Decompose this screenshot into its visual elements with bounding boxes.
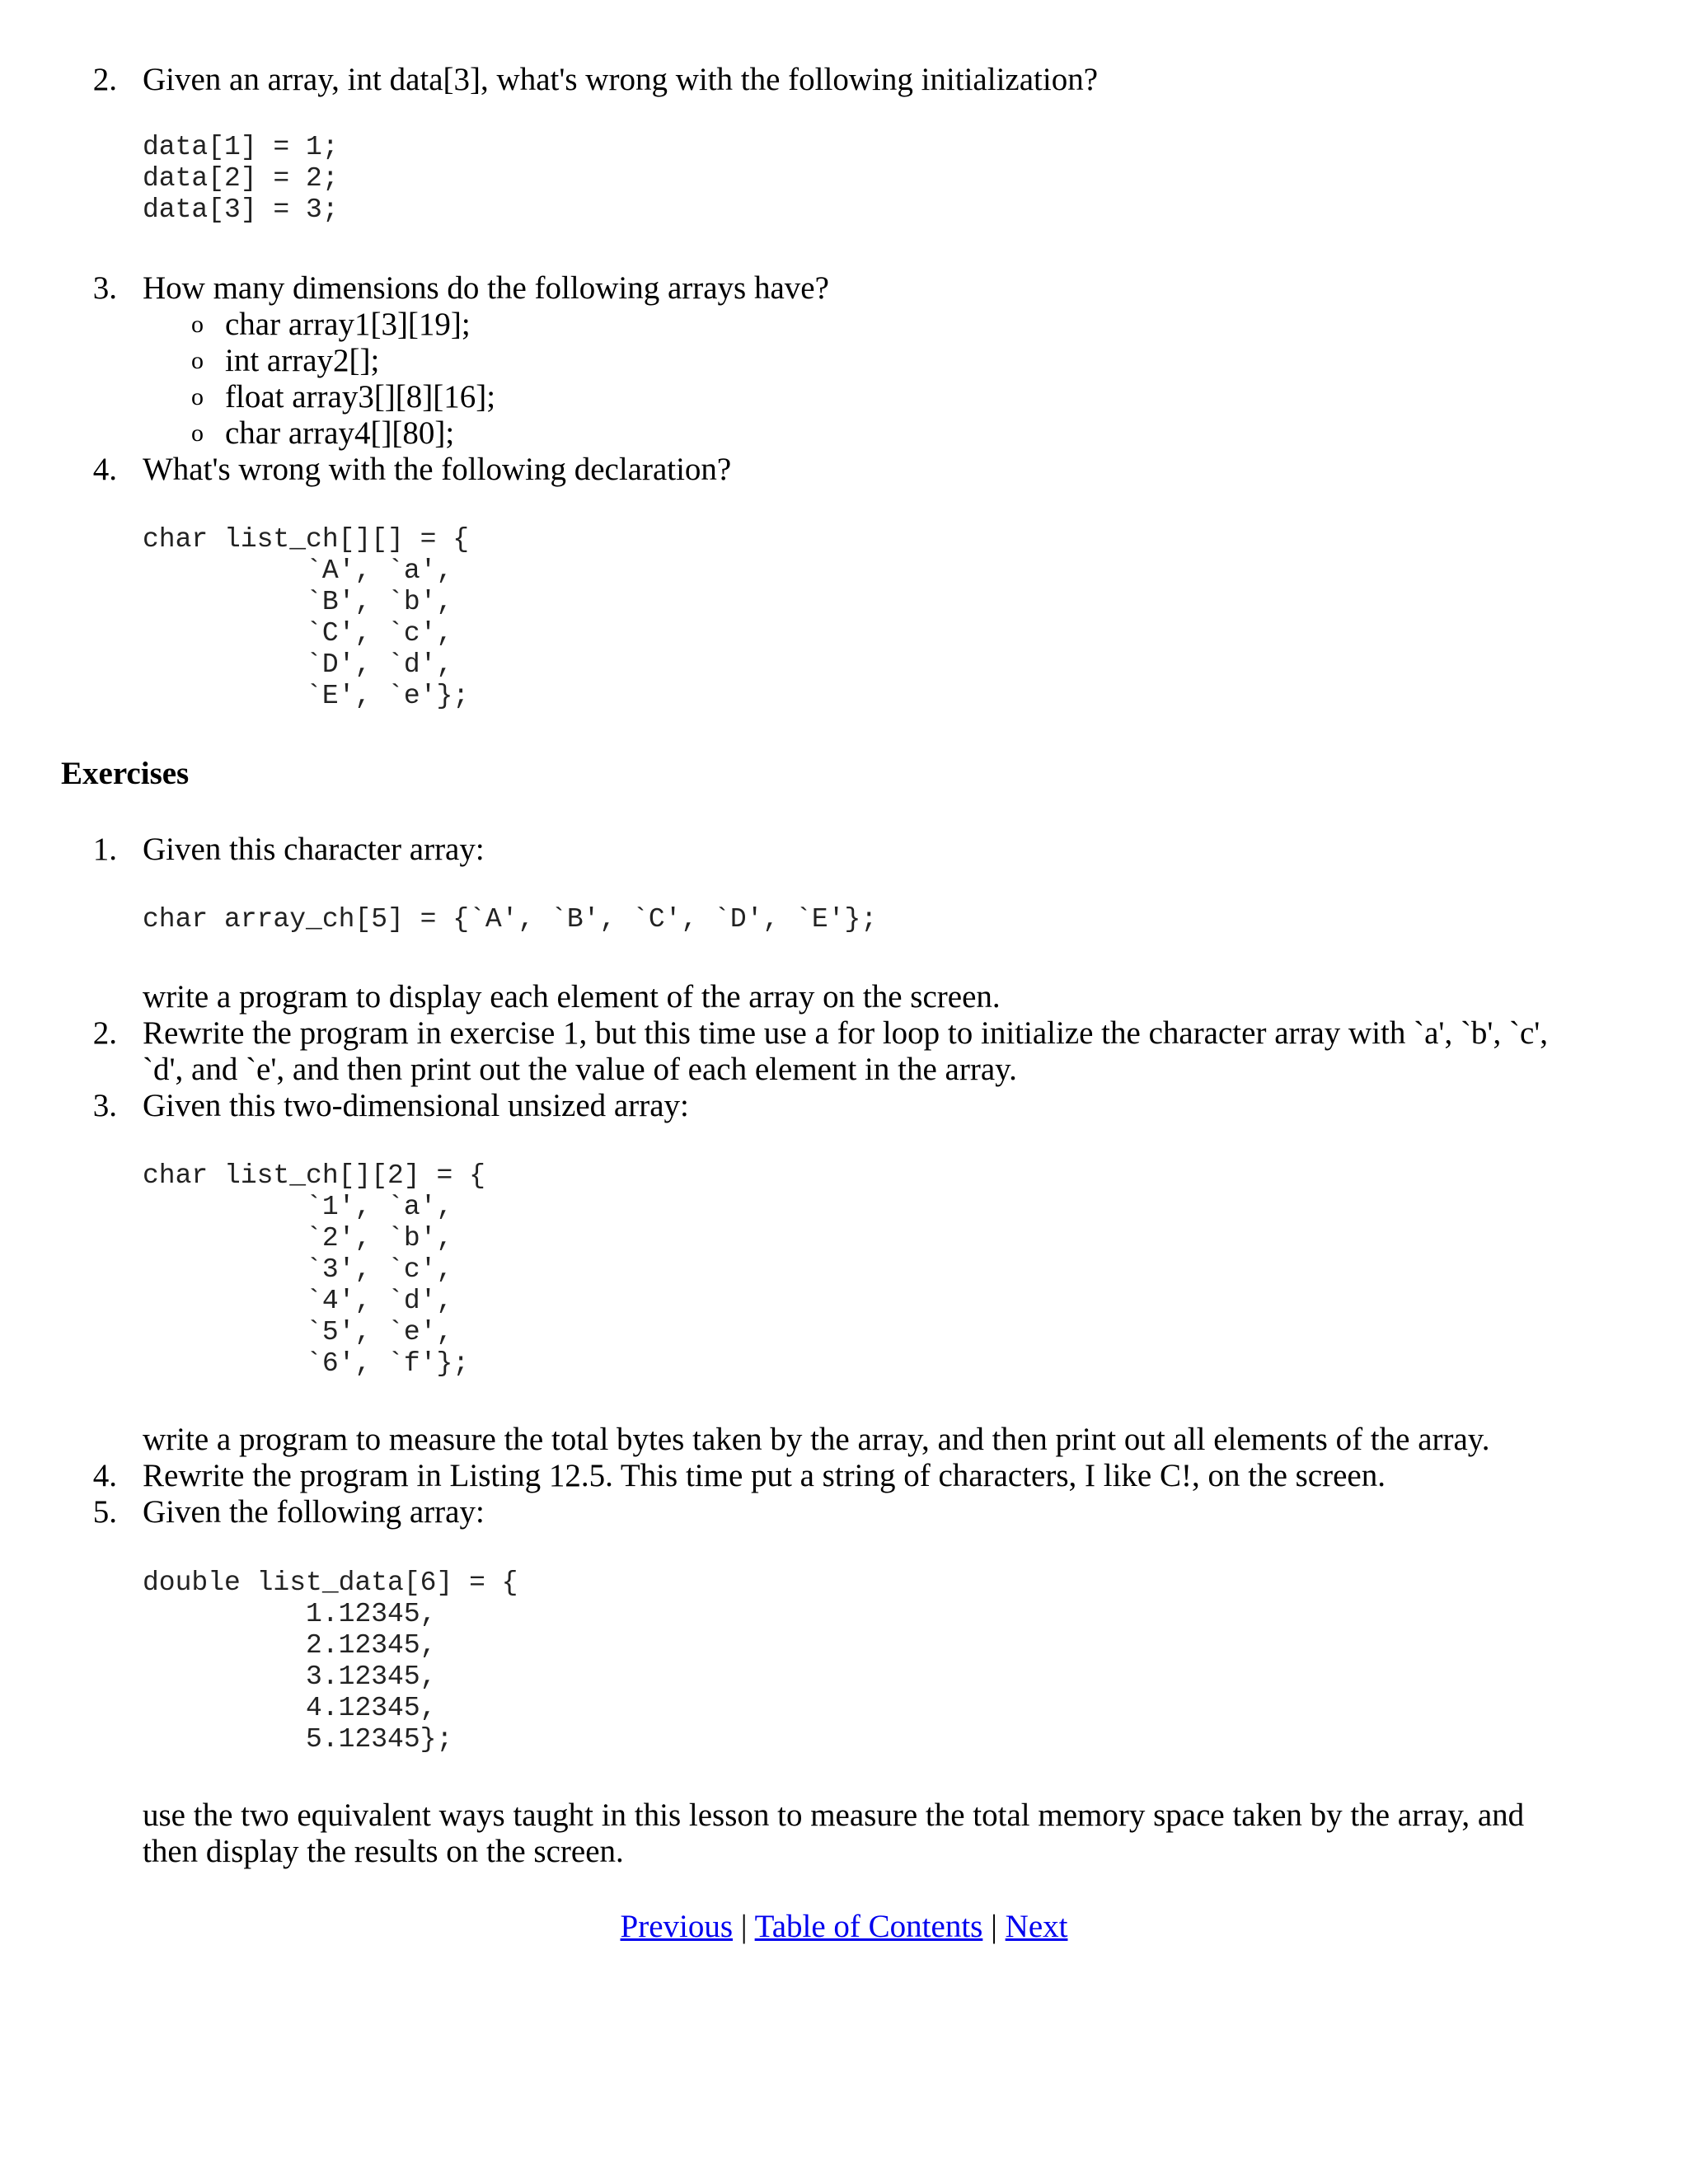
table-of-contents-link[interactable]: Table of Contents <box>754 1909 983 1944</box>
exercise-text: write a program to measure the total bytes taken by the array, and then print out all elements of the array. <box>143 1422 1490 1457</box>
bullet-icon: o <box>191 419 204 447</box>
section-heading: Exercises <box>61 756 190 791</box>
exercise-text: Given this two-dimensional unsized array: <box>143 1088 689 1123</box>
list-item: float array3[][8][16]; <box>225 379 496 415</box>
exercise-text: `d', and `e', and then print out the value of each element in the array. <box>143 1052 1017 1087</box>
list-item: int array2[]; <box>225 343 380 378</box>
code-block: double list_data[6] = { 1.12345, 2.12345, 3.12345, 4.12345, 5.12345}; <box>143 1568 518 1755</box>
next-link[interactable]: Next <box>1005 1909 1068 1944</box>
exercise-text: Given the following array: <box>143 1494 485 1530</box>
exercise-text: then display the results on the screen. <box>143 1834 624 1869</box>
exercise-number: 3. <box>92 1088 117 1123</box>
code-block: char array_ch[5] = {`A', `B', `C', `D', `E'}; <box>143 904 878 935</box>
exercise-text: Given this character array: <box>143 832 485 867</box>
exercise-text: Rewrite the program in Listing 12.5. This time put a string of characters, I like C!, on the screen. <box>143 1458 1386 1493</box>
question-number: 3. <box>92 270 117 306</box>
previous-link[interactable]: Previous <box>620 1909 734 1944</box>
question-text: What's wrong with the following declaration? <box>143 452 732 487</box>
exercise-number: 1. <box>92 832 117 867</box>
question-text: How many dimensions do the following arrays have? <box>143 270 829 306</box>
exercise-number: 5. <box>92 1494 117 1530</box>
exercise-number: 4. <box>92 1458 117 1493</box>
code-block: char list_ch[][] = { `A', `a', `B', `b', `C', `c', `D', `d', `E', `e'}; <box>143 524 470 711</box>
list-item: char array4[][80]; <box>225 415 455 451</box>
code-block: char list_ch[][2] = { `1', `a', `2', `b', `3', `c', `4', `d', `5', `e', `6', `f'}; <box>143 1160 485 1379</box>
exercise-number: 2. <box>92 1015 117 1051</box>
code-block: data[1] = 1; data[2] = 2; data[3] = 3; <box>143 132 339 225</box>
nav-separator: | <box>991 1909 997 1944</box>
question-text: Given an array, int data[3], what's wrong with the following initialization? <box>143 62 1099 97</box>
question-number: 2. <box>92 62 117 97</box>
exercise-text: use the two equivalent ways taught in this lesson to measure the total memory space taken by the array, and <box>143 1797 1525 1833</box>
question-number: 4. <box>92 452 117 487</box>
bullet-icon: o <box>191 383 204 410</box>
nav-separator: | <box>740 1909 748 1944</box>
bullet-icon: o <box>191 311 204 338</box>
bullet-icon: o <box>191 347 204 374</box>
list-item: char array1[3][19]; <box>225 307 471 342</box>
exercise-text: Rewrite the program in exercise 1, but this time use a for loop to initialize the character array with `a', `b', `c', <box>143 1015 1549 1051</box>
page-navigation <box>0 1909 1688 1945</box>
exercise-text: write a program to display each element of the array on the screen. <box>143 979 1001 1015</box>
